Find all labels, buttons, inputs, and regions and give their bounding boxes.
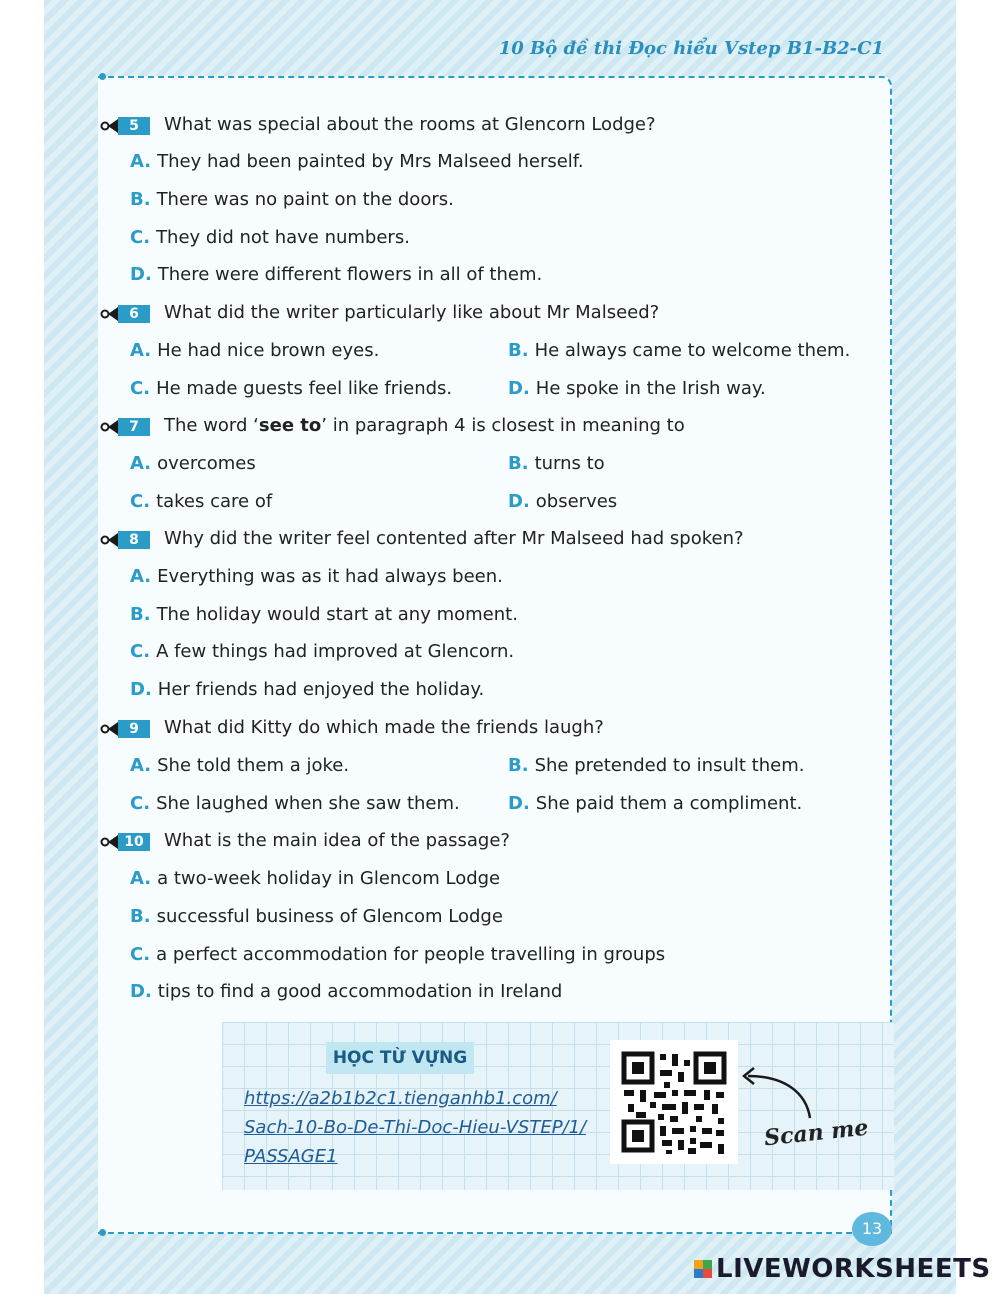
option-8c: C. A few things had improved at Glencorn. [130,641,515,662]
hook-icon [100,117,118,135]
option-8b: B. The holiday would start at any moment. [130,604,518,625]
option-6a: A. He had nice brown eyes. [130,340,380,361]
vocab-link-line-2[interactable]: Sach-10-Bo-De-Thi-Doc-Hieu-VSTEP/1/ [244,1117,587,1138]
option-5a: A. They had been painted by Mrs Malseed herself. [130,151,584,172]
question-text: What is the main idea of the passage? [164,830,510,851]
option-10a: A. a two-week holiday in Glencom Lodge [130,868,501,889]
vocab-title: HỌC TỪ VỰNG [326,1042,474,1074]
header-title: 10 Bộ đề thi Đọc hiểu Vstep B1-B2-C1 [498,38,884,59]
page-number: 13 [852,1212,892,1246]
option-5b: B. There was no paint on the doors. [130,189,454,210]
option-7a: A. overcomes [130,453,256,474]
question-text: What did the writer particularly like about Mr Malseed? [164,302,660,323]
question-number-badge: 8 [100,531,156,549]
footer-brand: LIVEWORKSHEETS [716,1254,991,1284]
option-7b: B. turns to [508,453,605,474]
question-number-badge: 9 [100,720,156,738]
question-number-badge: 6 [100,305,156,323]
hook-icon [100,833,118,851]
option-7c: C. takes care of [130,491,273,512]
question-text: What was special about the rooms at Glencorn Lodge? [164,114,656,135]
scan-me-label: Scan me [762,1114,870,1152]
liveworksheets-logo-icon [694,1260,712,1278]
option-10c: C. a perfect accommodation for people travelling in groups [130,944,666,965]
hook-icon [100,305,118,323]
option-5d: D. There were different flowers in all of them. [130,264,543,285]
question-text: What did Kitty do which made the friends laugh? [164,717,604,738]
option-9b: B. She pretended to insult them. [508,755,805,776]
border-dot-bottom [99,1229,106,1236]
question-text: The word ‘see to’ in paragraph 4 is closest in meaning to [164,415,685,436]
vocab-link-line-1[interactable]: https://a2b1b2c1.tienganhb1.com/ [244,1088,557,1109]
option-10d: D. tips to find a good accommodation in Ireland [130,981,563,1002]
hook-icon [100,531,118,549]
option-8d: D. Her friends had enjoyed the holiday. [130,679,485,700]
hook-icon [100,720,118,738]
option-9d: D. She paid them a compliment. [508,793,803,814]
question-number-badge: 5 [100,117,156,135]
option-9a: A. She told them a joke. [130,755,350,776]
question-number-badge: 7 [100,418,156,436]
qr-code[interactable] [610,1040,738,1164]
option-6b: B. He always came to welcome them. [508,340,851,361]
option-9c: C. She laughed when she saw them. [130,793,460,814]
option-7d: D. observes [508,491,618,512]
border-dot-top [99,73,106,80]
option-6c: C. He made guests feel like friends. [130,378,453,399]
question-number-badge: 10 [100,833,156,851]
question-text: Why did the writer feel contented after Mr Malseed had spoken? [164,528,744,549]
option-6d: D. He spoke in the Irish way. [508,378,766,399]
curved-arrow-icon [740,1064,820,1124]
qr-code-icon [610,1040,738,1164]
option-8a: A. Everything was as it had always been. [130,566,503,587]
vocab-link-line-3[interactable]: PASSAGE1 [244,1146,338,1167]
option-10b: B. successful business of Glencom Lodge [130,906,503,927]
hook-icon [100,418,118,436]
option-5c: C. They did not have numbers. [130,227,410,248]
